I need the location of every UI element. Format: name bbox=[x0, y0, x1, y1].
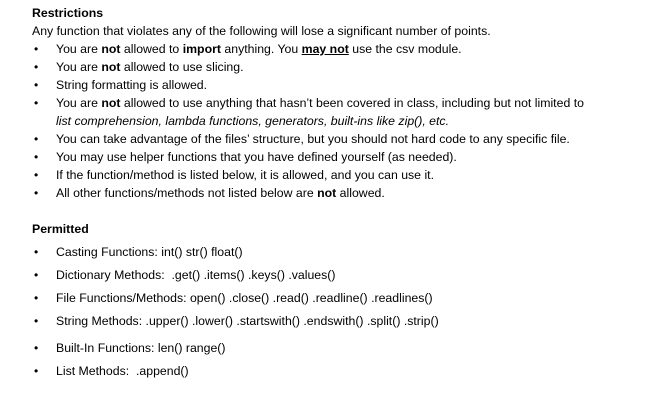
restriction-text: You are bbox=[56, 42, 102, 56]
emphasis-text: not bbox=[317, 186, 337, 200]
list-item bbox=[32, 243, 632, 261]
bullet-icon: • bbox=[34, 314, 39, 328]
bullet-icon: • bbox=[34, 60, 39, 74]
emphasis-underline-text: may not bbox=[301, 42, 349, 56]
list-item bbox=[32, 130, 632, 148]
list-item bbox=[32, 166, 632, 184]
restriction-text: anything. You bbox=[220, 42, 302, 56]
emphasis-text: not bbox=[101, 42, 121, 56]
bullet-icon: • bbox=[34, 245, 39, 259]
permitted-heading: Permitted bbox=[32, 222, 89, 236]
restriction-text: You may use helper functions that you have defined yourself (as needed). bbox=[56, 150, 457, 164]
restriction-text: You can take advantage of the files’ structure, but you should not hard code to any specific file. bbox=[56, 132, 570, 146]
restriction-text: You are bbox=[56, 60, 102, 74]
bullet-icon: • bbox=[34, 186, 39, 200]
permitted-label: String Methods: bbox=[56, 314, 146, 328]
bullet-icon: • bbox=[34, 150, 39, 164]
restrictions-intro: Any function that violates any of the following will lose a significant number of points. bbox=[32, 24, 491, 38]
bullet-icon: • bbox=[34, 42, 39, 56]
permitted-methods: int() str() float() bbox=[161, 245, 243, 259]
bullet-icon: • bbox=[34, 291, 39, 305]
bullet-icon: • bbox=[34, 268, 39, 282]
list-item bbox=[32, 184, 632, 202]
permitted-methods: len() range() bbox=[157, 341, 226, 355]
bullet-icon: • bbox=[34, 364, 39, 378]
bullet-icon: • bbox=[34, 96, 39, 110]
permitted-label: Casting Functions: bbox=[56, 245, 162, 259]
restriction-text: String formatting is allowed. bbox=[56, 78, 208, 92]
permitted-label: Built-In Functions: bbox=[56, 341, 158, 355]
restriction-text: If the function/method is listed below, it is allowed, and you can use it. bbox=[56, 168, 435, 182]
list-item bbox=[32, 362, 632, 380]
restriction-text: allowed to use anything that hasn’t been covered in class, including but not limited to bbox=[120, 96, 584, 110]
bullet-icon: • bbox=[34, 78, 39, 92]
restriction-text: You are bbox=[56, 96, 102, 110]
restriction-text: All other functions/methods not listed below are bbox=[56, 186, 318, 200]
permitted-methods: .get() .items() .keys() .values() bbox=[171, 268, 336, 282]
list-item bbox=[32, 40, 632, 58]
document bbox=[32, 4, 632, 380]
emphasis-text: import bbox=[182, 42, 221, 56]
bullet-icon: • bbox=[34, 132, 39, 146]
list-item bbox=[32, 58, 632, 76]
permitted-methods: open() .close() .read() .readline() .readlines() bbox=[189, 291, 433, 305]
list-item bbox=[32, 312, 632, 330]
list-item bbox=[32, 339, 632, 357]
list-item bbox=[32, 94, 632, 130]
list-item bbox=[32, 76, 632, 94]
list-item bbox=[32, 289, 632, 307]
permitted-label: Dictionary Methods: bbox=[56, 268, 172, 282]
permitted-label: File Functions/Methods: bbox=[56, 291, 190, 305]
restrictions-heading: Restrictions bbox=[32, 6, 104, 20]
emphasis-text: not bbox=[101, 60, 121, 74]
permitted-methods: .append() bbox=[135, 364, 189, 378]
bullet-icon: • bbox=[34, 341, 39, 355]
restriction-text: allowed. bbox=[336, 186, 385, 200]
restriction-text: use the csv module. bbox=[348, 42, 462, 56]
permitted-methods: .upper() .lower() .startswith() .endswith() .split() .strip() bbox=[145, 314, 439, 328]
restriction-text: allowed to use slicing. bbox=[120, 60, 244, 74]
list-item bbox=[32, 266, 632, 284]
permitted-list bbox=[32, 243, 632, 380]
permitted-label: List Methods: bbox=[56, 364, 136, 378]
bullet-icon: • bbox=[34, 168, 39, 182]
italic-examples-text: list comprehension, lambda functions, generators, built-ins like zip(), etc. bbox=[56, 114, 449, 128]
list-item bbox=[32, 148, 632, 166]
emphasis-text: not bbox=[101, 96, 121, 110]
restriction-text: allowed to bbox=[120, 42, 183, 56]
restrictions-list bbox=[32, 40, 632, 202]
